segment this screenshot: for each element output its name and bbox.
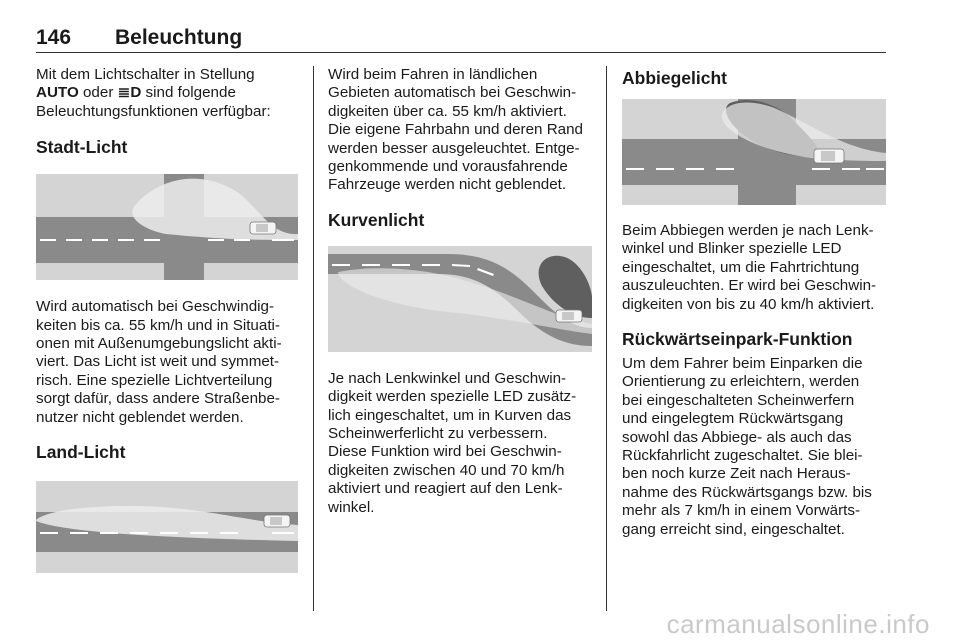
stadt-licht-illustration [36, 174, 298, 280]
intro-paragraph: Mit dem Lichtschalter in Stellung AUTO oder ≣D sind folgende Beleuchtungsfunktionen verfügbar: [36, 66, 271, 120]
abbiegelicht-illustration [622, 99, 886, 205]
column-2 [328, 66, 594, 517]
page-header [36, 24, 886, 53]
stadt-licht-text: Wird automatisch bei Geschwindig- keiten bis ca. 55 km/h und in Situati- onen mit Außenumgebungslicht akti- viert. Das Licht ist weit und symmet- risch. Eine spezielle Lichtverteilung sorgt dafür, dass andere Straßenbe- nutzer nicht geblendet werden. [36, 298, 282, 426]
land-licht-illustration [36, 481, 298, 573]
land-licht-text: Wird beim Fahren in ländlichen Gebieten automatisch bei Geschwin- digkeiten über ca. 55 km/h aktiviert. Die eigene Fahrbahn und deren Rand werden besser ausgeleuchtet. Entge- genkommende und vorausfahrende Fahrzeuge werden nicht geblendet. [328, 66, 583, 194]
column-divider [313, 66, 314, 611]
heading-rueckwaertseinpark: Rückwärtseinpark-Funktion [622, 329, 853, 350]
heading-stadt-licht: Stadt-Licht [36, 137, 128, 158]
kurvenlicht-illustration [328, 246, 592, 352]
column-divider [606, 66, 607, 611]
car-icon [556, 310, 582, 322]
heading-kurvenlicht: Kurvenlicht [328, 209, 425, 230]
heading-abbiegelicht: Abbiegelicht [622, 68, 728, 88]
car-icon [264, 515, 290, 527]
kurvenlicht-text: Je nach Lenkwinkel und Geschwin- digkeit werden spezielle LED zusätz- lich eingeschaltet, um in Kurven das Scheinwerferlicht zu verbessern. Diese Funktion wird bei Geschwin- digkeiten zwischen 40 und 70 km/h aktiviert und reagiert auf den Lenk- winkel. [328, 369, 577, 516]
auto-keyword: AUTO [36, 84, 79, 102]
abbiegelicht-text: Beim Abbiegen werden je nach Lenk- winkel und Blinker spezielle LED eingeschaltet, um die Fahrtrichtung auszuleuchten. Er wird bei Geschwin- digkeiten von bis zu 40 km/h aktiviert. [622, 222, 877, 313]
page-title: Beleuchtung [115, 26, 243, 49]
heading-land-licht: Land-Licht [36, 442, 126, 463]
car-icon [814, 149, 844, 163]
column-1 [36, 66, 300, 573]
car-icon [250, 222, 276, 234]
page-number: 146 [36, 26, 72, 49]
column-3 [622, 66, 888, 539]
rueckwaertseinpark-text: Um dem Fahrer beim Einparken die Orientierung zu erleichtern, werden bei eingeschalteten Scheinwerfern und eingelegtem Rückwärtsgang sowohl das Abbiege- als auch das Rückfahrlicht zugeschaltet. Sie blei- ben noch kurze Zeit nach Heraus- nahme des Rückwärtsgangs bzw. bis mehr als 7 km/h in einem Vorwärts- gang erreicht sind, eingeschaltet. [622, 355, 872, 538]
auto-light-symbol-icon: ≣D [117, 84, 142, 102]
watermark: carmanualsonline.info [666, 609, 930, 639]
